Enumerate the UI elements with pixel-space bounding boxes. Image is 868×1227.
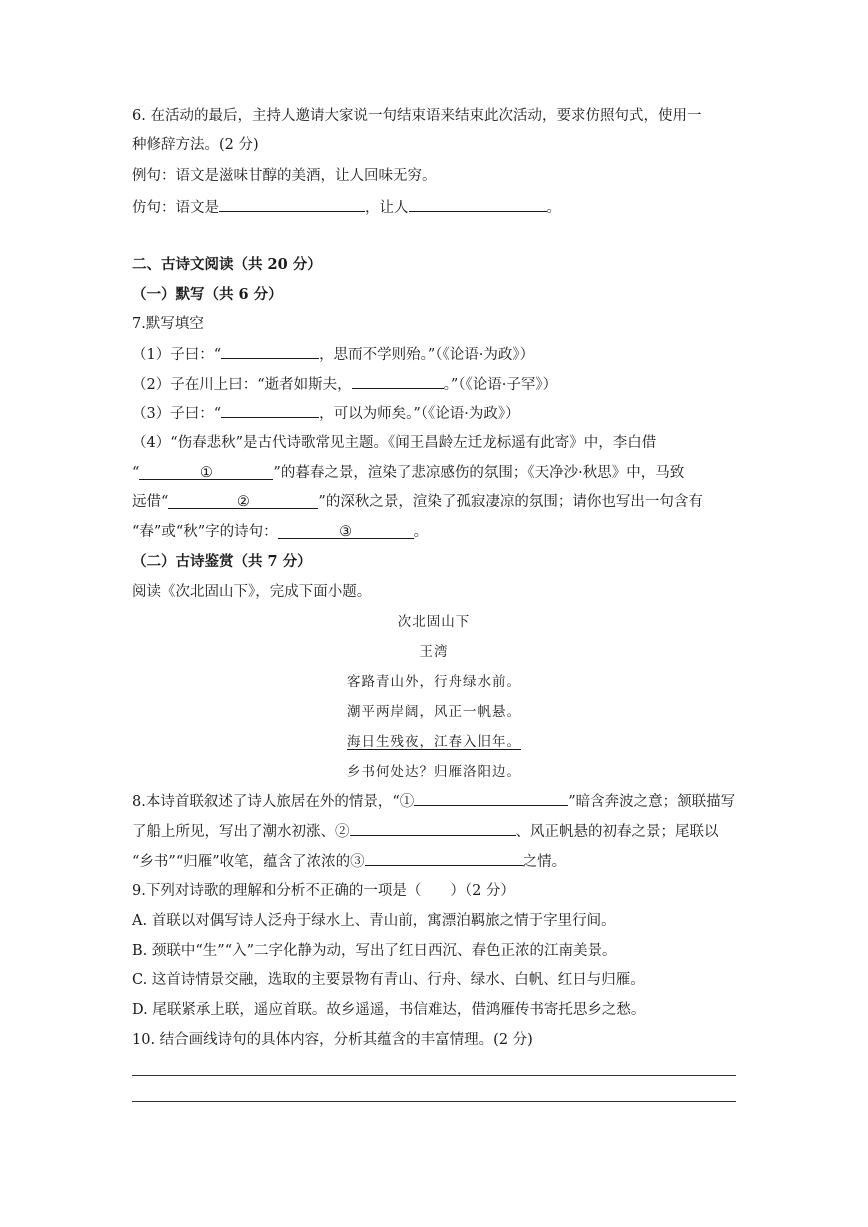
q8-line2-suffix: 、风正帆悬的初春之景；尾联以 bbox=[515, 824, 719, 840]
blank-marker-3: ③ bbox=[339, 524, 353, 540]
q8-answer-blank-3[interactable] bbox=[365, 851, 523, 866]
q6-prompt-line2: 种修辞方法。(2 分) bbox=[132, 137, 259, 153]
q7-4-line3 bbox=[132, 492, 703, 512]
q7-4-line4-prefix: “春”或“秋”字的诗句： bbox=[132, 524, 278, 540]
q9-option-c[interactable]: C. 这首诗情景交融，选取的主要景物有青山、行舟、绿水、白帆、红日与归雁。 bbox=[132, 972, 645, 988]
q9-option-d[interactable]: D. 尾联紧承上联，遥应首联。故乡遥遥，书信难达，借鸿雁传书寄托思乡之愁。 bbox=[132, 1002, 646, 1018]
q7-item-1 bbox=[132, 344, 534, 365]
q6-prompt-line1: 6. 在活动的最后，主持人邀请大家说一句结束语来结束此次活动，要求仿照句式，使用一 bbox=[132, 108, 702, 124]
poem-line-3-underlined bbox=[0, 732, 868, 752]
poem-line-4: 乡书何处达？归雁洛阳边。 bbox=[347, 764, 521, 780]
q6-imitate-prefix: 仿句：语文是 bbox=[132, 200, 219, 216]
q7-4-line1: （4）“伤春悲秋”是古代诗歌常见主题。《闻王昌龄左迁龙标遥有此寄》中，李白借 bbox=[132, 435, 657, 451]
q7-item-3 bbox=[132, 403, 520, 424]
q8-line1 bbox=[132, 791, 735, 812]
q7-2-suffix: 。”（《论语·子罕》） bbox=[443, 377, 558, 393]
poem-title: 次北固山下 bbox=[397, 614, 471, 630]
q8-line1-suffix: ”暗含奔波之意；颔联描写 bbox=[568, 794, 736, 810]
q8-line2-prefix: 了船上所见，写出了潮水初涨、② bbox=[132, 824, 350, 840]
q7-4-open-quote: “ bbox=[132, 465, 140, 481]
q8-line1-prefix: 8.本诗首联叙述了诗人旅居在外的情景，“① bbox=[132, 794, 415, 810]
poem-author: 王湾 bbox=[419, 644, 449, 660]
q7-4-line4-end: 。 bbox=[413, 524, 429, 540]
q7-4-answer-blank-2[interactable] bbox=[168, 494, 318, 509]
q7-4-line2 bbox=[132, 463, 684, 483]
q7-1-suffix: ，思而不学则殆。”（《论语·为政》） bbox=[319, 347, 535, 363]
q6-imitation-line bbox=[132, 197, 561, 218]
q8-line2 bbox=[132, 821, 719, 842]
q7-1-prefix: （1）子曰：“ bbox=[132, 347, 222, 363]
part1-heading: （一）默写（共 6 分） bbox=[132, 286, 283, 303]
q7-4-line4 bbox=[132, 522, 428, 542]
q6-answer-blank-1[interactable] bbox=[219, 197, 365, 212]
q7-2-prefix: （2）子在川上曰：“逝者如斯夫， bbox=[132, 377, 352, 393]
q7-2-answer-blank[interactable] bbox=[352, 374, 444, 389]
q7-4-line3-text: ”的深秋之景，渲染了孤寂凄凉的氛围；请你也写出一句含有 bbox=[318, 494, 703, 510]
read-intro: 阅读《次北固山下》，完成下面小题。 bbox=[132, 584, 372, 600]
poem-line-2: 潮平两岸阔，风正一帆悬。 bbox=[347, 704, 521, 720]
q8-line3-suffix: 之情。 bbox=[522, 854, 567, 870]
part2-heading: （二）古诗鉴赏（共 7 分） bbox=[132, 553, 312, 570]
q7-3-answer-blank[interactable] bbox=[221, 403, 319, 418]
q7-title: 7.默写填空 bbox=[132, 316, 204, 332]
blank-marker-1: ① bbox=[199, 465, 213, 481]
q7-1-answer-blank[interactable] bbox=[221, 344, 319, 359]
section-title: 二、古诗文阅读（共 20 分） bbox=[132, 256, 322, 273]
q8-answer-blank-1[interactable] bbox=[414, 791, 568, 806]
q7-4-line2-text: ”的暮春之景，渲染了悲凉感伤的氛围；《天净沙·秋思》中，马致 bbox=[273, 465, 685, 481]
q7-4-answer-blank-3[interactable] bbox=[278, 524, 414, 539]
q9-option-a[interactable]: A. 首联以对偶写诗人泛舟于绿水上、青山前，寓漂泊羁旅之情于字里行间。 bbox=[132, 913, 616, 929]
q6-imitate-end: 。 bbox=[546, 200, 561, 216]
blank-marker-2: ② bbox=[236, 494, 250, 510]
q8-line3 bbox=[132, 851, 566, 872]
poem-line-1: 客路青山外，行舟绿水前。 bbox=[347, 674, 521, 690]
q7-4-answer-blank-1[interactable] bbox=[139, 465, 273, 480]
q7-4-line3-prefix: 远借“ bbox=[132, 494, 169, 510]
q7-3-suffix: ，可以为师矣。”（《论语·为政》） bbox=[319, 406, 520, 422]
q9-stem: 9.下列对诗歌的理解和分析不正确的一项是（ ）（2 分） bbox=[132, 883, 515, 899]
q10-answer-line-1[interactable] bbox=[132, 1075, 736, 1076]
q7-3-prefix: （3）子曰：“ bbox=[132, 406, 222, 422]
q8-line3-prefix: “乡书”“归雁”收笔，蕴含了浓浓的③ bbox=[132, 854, 365, 870]
q10-stem: 10. 结合画线诗句的具体内容，分析其蕴含的丰富情理。(2 分) bbox=[132, 1032, 533, 1048]
q6-imitate-mid: ，让人 bbox=[365, 200, 409, 216]
q9-option-b[interactable]: B. 颈联中“生”“入”二字化静为动，写出了红日西沉、春色正浓的江南美景。 bbox=[132, 943, 617, 959]
q7-item-2 bbox=[132, 374, 557, 395]
q8-answer-blank-2[interactable] bbox=[350, 821, 516, 836]
poem-underlined-text: 海日生残夜，江春入旧年。 bbox=[347, 734, 521, 750]
q10-answer-line-2[interactable] bbox=[132, 1101, 736, 1102]
q6-example: 例句：语文是滋味甘醇的美酒，让人回味无穷。 bbox=[132, 168, 437, 184]
q6-answer-blank-2[interactable] bbox=[409, 197, 547, 212]
